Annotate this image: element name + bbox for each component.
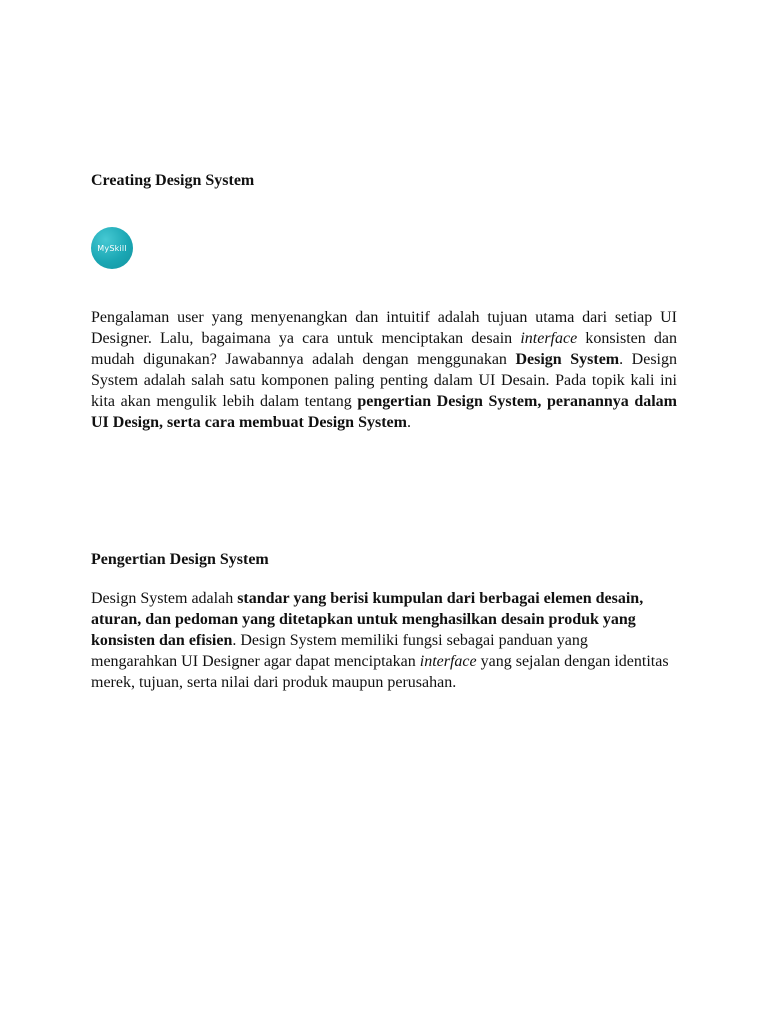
intro-text-4: . — [406, 414, 411, 431]
logo-text: MySkill — [97, 243, 127, 253]
definition-text-3: yang sejalan dengan identitas merek, tujuan, serta nilai dari produk maupun perusahan. — [91, 653, 669, 691]
intro-text-3: . Design System adalah salah satu komponen paling penting dalam UI Desain. Pada topik kali ini kita akan mengulik lebih dalam tentang — [91, 351, 677, 410]
intro-italic-interface: interface — [520, 330, 578, 347]
myskill-logo — [91, 227, 133, 269]
definition-text-2: . Design System memiliki fungsi sebagai panduan yang mengarahkan UI Designer agar dapat menciptakan — [91, 632, 588, 670]
section-heading: Pengertian Design System — [91, 551, 269, 568]
definition-paragraph — [91, 588, 671, 693]
intro-bold-design-system: Design System — [515, 351, 620, 368]
intro-bold-topics: pengertian Design System, peranannya dalam UI Design, serta cara membuat Design System — [91, 393, 677, 431]
definition-italic-interface: interface — [419, 653, 477, 670]
definition-bold: standar yang berisi kumpulan dari berbagai elemen desain, aturan, dan pedoman yang ditetapkan untuk menghasilkan desain produk yang konsisten dan efisien — [91, 590, 644, 649]
intro-paragraph — [91, 307, 677, 433]
intro-text-2: konsisten dan mudah digunakan? Jawabannya adalah dengan menggunakan — [91, 330, 678, 368]
document-title: Creating Design System — [91, 172, 255, 189]
definition-text-1: Design System adalah — [91, 590, 238, 607]
intro-text-1: Pengalaman user yang menyenangkan dan intuitif adalah tujuan utama dari setiap UI Designer. Lalu, bagaimana ya cara untuk menciptakan desain — [91, 309, 677, 347]
